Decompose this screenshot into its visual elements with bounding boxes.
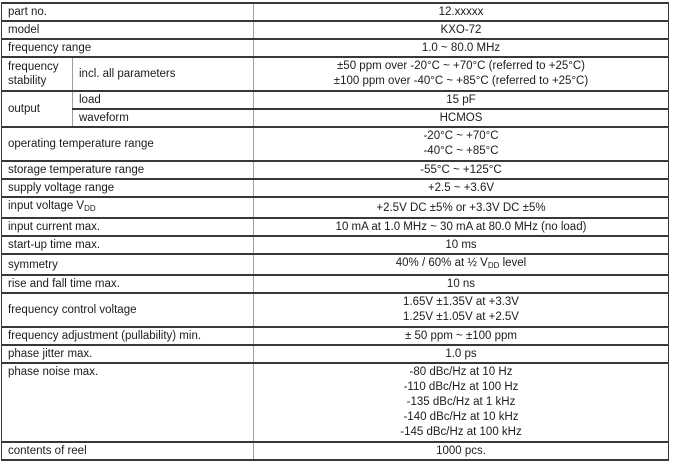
- row-value: +2.5 ~ +3.6V: [254, 179, 669, 197]
- value-line: ±50 ppm over -20°C ~ +70°C (referred to +25°C): [337, 60, 585, 72]
- row-label: supply voltage range: [2, 179, 254, 197]
- row-value: [254, 57, 669, 91]
- row-value: [254, 363, 669, 442]
- row-label: output: [2, 91, 73, 127]
- label-subscript: DD: [84, 204, 96, 213]
- value-line: -80 dBc/Hz at 10 Hz: [409, 366, 513, 378]
- row-value: 15 pF: [254, 91, 669, 109]
- table-row-input-current: [2, 218, 669, 236]
- row-value: 1.0 ps: [254, 345, 669, 363]
- row-value: 12.xxxxx: [254, 3, 669, 21]
- row-label: frequency stability: [2, 57, 73, 91]
- row-value: 10 ms: [254, 236, 669, 254]
- row-sublabel: waveform: [73, 109, 254, 127]
- row-sublabel: load: [73, 91, 254, 109]
- value-line: ±100 ppm over -40°C ~ +85°C (referred to +25°C): [333, 75, 589, 87]
- table-row-supply-voltage: [2, 179, 669, 197]
- value-line: -140 dBc/Hz at 10 kHz: [403, 411, 519, 423]
- row-label: frequency control voltage: [2, 293, 254, 327]
- row-label: rise and fall time max.: [2, 275, 254, 293]
- table-row-frequency-stability: [2, 57, 669, 91]
- row-label: phase noise max.: [2, 363, 254, 442]
- table-row-contents-of-reel: [2, 442, 669, 460]
- row-label: symmetry: [2, 254, 254, 275]
- row-value: [254, 254, 669, 275]
- row-label: phase jitter max.: [2, 345, 254, 363]
- row-label: part no.: [2, 3, 254, 21]
- value-line: 1.65V ±1.35V at +3.3V: [403, 296, 519, 308]
- row-label: frequency adjustment (pullability) min.: [2, 327, 254, 345]
- table-row-frequency-adjustment: [2, 327, 669, 345]
- value-line: -145 dBc/Hz at 100 kHz: [400, 426, 522, 438]
- table-row-output-waveform: [2, 109, 669, 127]
- value-line: -40°C ~ +85°C: [423, 145, 499, 157]
- table-row-phase-jitter: [2, 345, 669, 363]
- row-value: -55°C ~ +125°C: [254, 161, 669, 179]
- label-text: input voltage V: [8, 200, 85, 212]
- table-row-output-load: [2, 91, 669, 109]
- row-label: start-up time max.: [2, 236, 254, 254]
- row-label: [2, 197, 254, 218]
- value-line: -135 dBc/Hz at 1 kHz: [406, 396, 516, 408]
- row-label: operating temperature range: [2, 127, 254, 161]
- row-value: [254, 127, 669, 161]
- row-label: input current max.: [2, 218, 254, 236]
- row-value: 10 mA at 1.0 MHz ~ 30 mA at 80.0 MHz (no load): [254, 218, 669, 236]
- table-row-frequency-control-voltage: [2, 293, 669, 327]
- table-row-symmetry: [2, 254, 669, 275]
- table-row-part-no: [2, 3, 669, 21]
- row-value: 1.0 ~ 80.0 MHz: [254, 39, 669, 57]
- row-value: KXO-72: [254, 21, 669, 39]
- row-value: 1000 pcs.: [254, 442, 669, 460]
- table-row-phase-noise: [2, 363, 669, 442]
- table-row-startup-time: [2, 236, 669, 254]
- row-label: storage temperature range: [2, 161, 254, 179]
- row-value: HCMOS: [254, 109, 669, 127]
- table-row-input-voltage: [2, 197, 669, 218]
- row-value: +2.5V DC ±5% or +3.3V DC ±5%: [254, 197, 669, 218]
- table-row-storage-temperature: [2, 161, 669, 179]
- row-sublabel: incl. all parameters: [73, 57, 254, 91]
- value-line: -110 dBc/Hz at 100 Hz: [403, 381, 519, 393]
- value-subscript: DD: [487, 261, 500, 270]
- table-row-frequency-range: [2, 39, 669, 57]
- table-row-model: [2, 21, 669, 39]
- value-line: 1.25V ±1.05V at +2.5V: [403, 311, 519, 323]
- row-value: 10 ns: [254, 275, 669, 293]
- value-text: 40% / 60% at ½ V: [395, 257, 488, 269]
- value-text: level: [499, 257, 527, 269]
- value-line: -20°C ~ +70°C: [423, 130, 499, 142]
- row-label: contents of reel: [2, 442, 254, 460]
- row-value: ± 50 ppm ~ ±100 ppm: [254, 327, 669, 345]
- table-row-rise-fall-time: [2, 275, 669, 293]
- row-label: model: [2, 21, 254, 39]
- row-value: [254, 293, 669, 327]
- row-label: frequency range: [2, 39, 254, 57]
- table-row-operating-temperature: [2, 127, 669, 161]
- spec-table: [1, 2, 669, 461]
- datasheet-page: [1, 2, 669, 461]
